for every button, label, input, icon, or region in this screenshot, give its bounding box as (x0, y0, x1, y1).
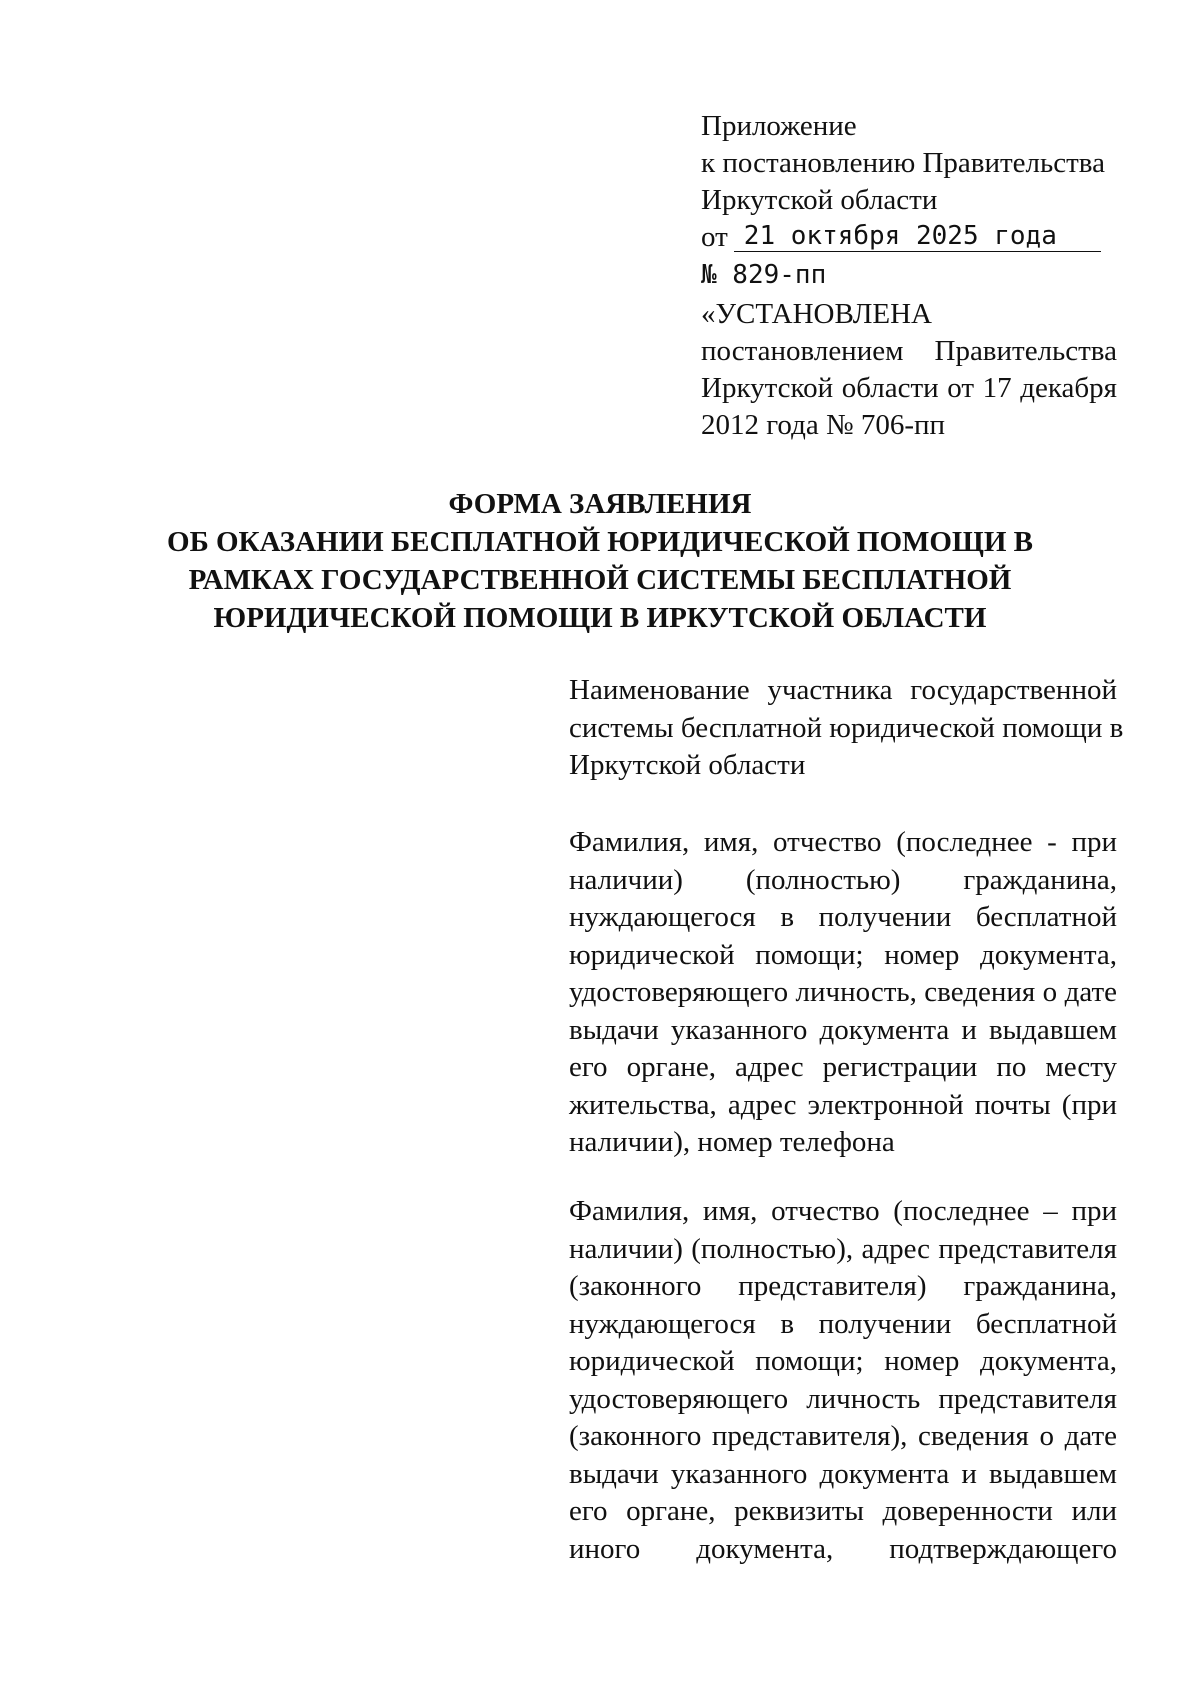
decree-number: № 829-пп (701, 260, 827, 290)
citizen-line: удостоверяющего личность, сведения о дате (569, 976, 1117, 1008)
approved-line-2: постановлением Правительства (701, 335, 1117, 367)
participant-line: Иркутской области (569, 749, 806, 781)
citizen-line: наличии) (полностью) гражданина, (569, 863, 1117, 896)
representative-line: (законного представителя), сведения о дате (569, 1420, 1117, 1452)
citizen-line: наличии), номер телефона (569, 1126, 895, 1158)
date-prefix: от (701, 221, 728, 253)
representative-line: удостоверяющего личность представителя (569, 1382, 1117, 1415)
title-line-1: ФОРМА ЗАЯВЛЕНИЯ (448, 488, 752, 520)
title-line-2: ОБ ОКАЗАНИИ БЕСПЛАТНОЙ ЮРИДИЧЕСКОЙ ПОМОЩИ В (167, 526, 1033, 558)
approved-stamp (701, 296, 1117, 444)
appendix-date-line (701, 219, 1121, 256)
appendix-header (701, 108, 1121, 292)
representative-line: иного документа, подтверждающего (569, 1532, 1117, 1565)
citizen-line: юридической помощи; номер документа, (569, 938, 1117, 971)
approved-line-3: Иркутской области от 17 декабря (701, 372, 1117, 404)
representative-line: (законного представителя) гражданина, (569, 1270, 1117, 1302)
citizen-line: Фамилия, имя, отчество (последнее - при (569, 826, 1117, 858)
representative-line: выдачи указанного документа и выдавшем (569, 1457, 1117, 1490)
date-value: 21 октября 2025 года (734, 221, 1101, 252)
appendix-region: Иркутской области (701, 184, 938, 216)
representative-line: наличии) (полностью), адрес представителя (569, 1232, 1117, 1265)
participant-line: Наименование участника государственной (569, 674, 1117, 706)
appendix-title: Приложение (701, 110, 857, 142)
representative-line: Фамилия, имя, отчество (последнее – при (569, 1195, 1117, 1227)
title-line-4: ЮРИДИЧЕСКОЙ ПОМОЩИ В ИРКУТСКОЙ ОБЛАСТИ (213, 602, 987, 634)
representative-details-block (569, 1193, 1117, 1568)
citizen-details-block (569, 824, 1117, 1162)
approved-heading: «УСТАНОВЛЕНА (701, 298, 932, 330)
citizen-line: выдачи указанного документа и выдавшем (569, 1013, 1117, 1046)
participant-name-block (569, 672, 1124, 785)
representative-line: его органе, реквизиты доверенности или (569, 1495, 1117, 1527)
representative-line: юридической помощи; номер документа, (569, 1345, 1117, 1377)
citizen-line: его органе, адрес регистрации по месту (569, 1051, 1117, 1083)
citizen-line: жительства, адрес электронной почты (при (569, 1088, 1117, 1121)
citizen-line: нуждающегося в получении бесплатной (569, 901, 1117, 933)
participant-line: системы бесплатной юридической помощи в (569, 711, 1124, 744)
representative-line: нуждающегося в получении бесплатной (569, 1307, 1117, 1340)
title-line-3: РАМКАХ ГОСУДАРСТВЕННОЙ СИСТЕМЫ БЕСПЛАТНОЙ (188, 564, 1012, 596)
approved-line-4: 2012 года № 706-пп (701, 409, 946, 441)
appendix-reference: к постановлению Правительства (701, 147, 1105, 179)
form-title (120, 485, 1080, 637)
